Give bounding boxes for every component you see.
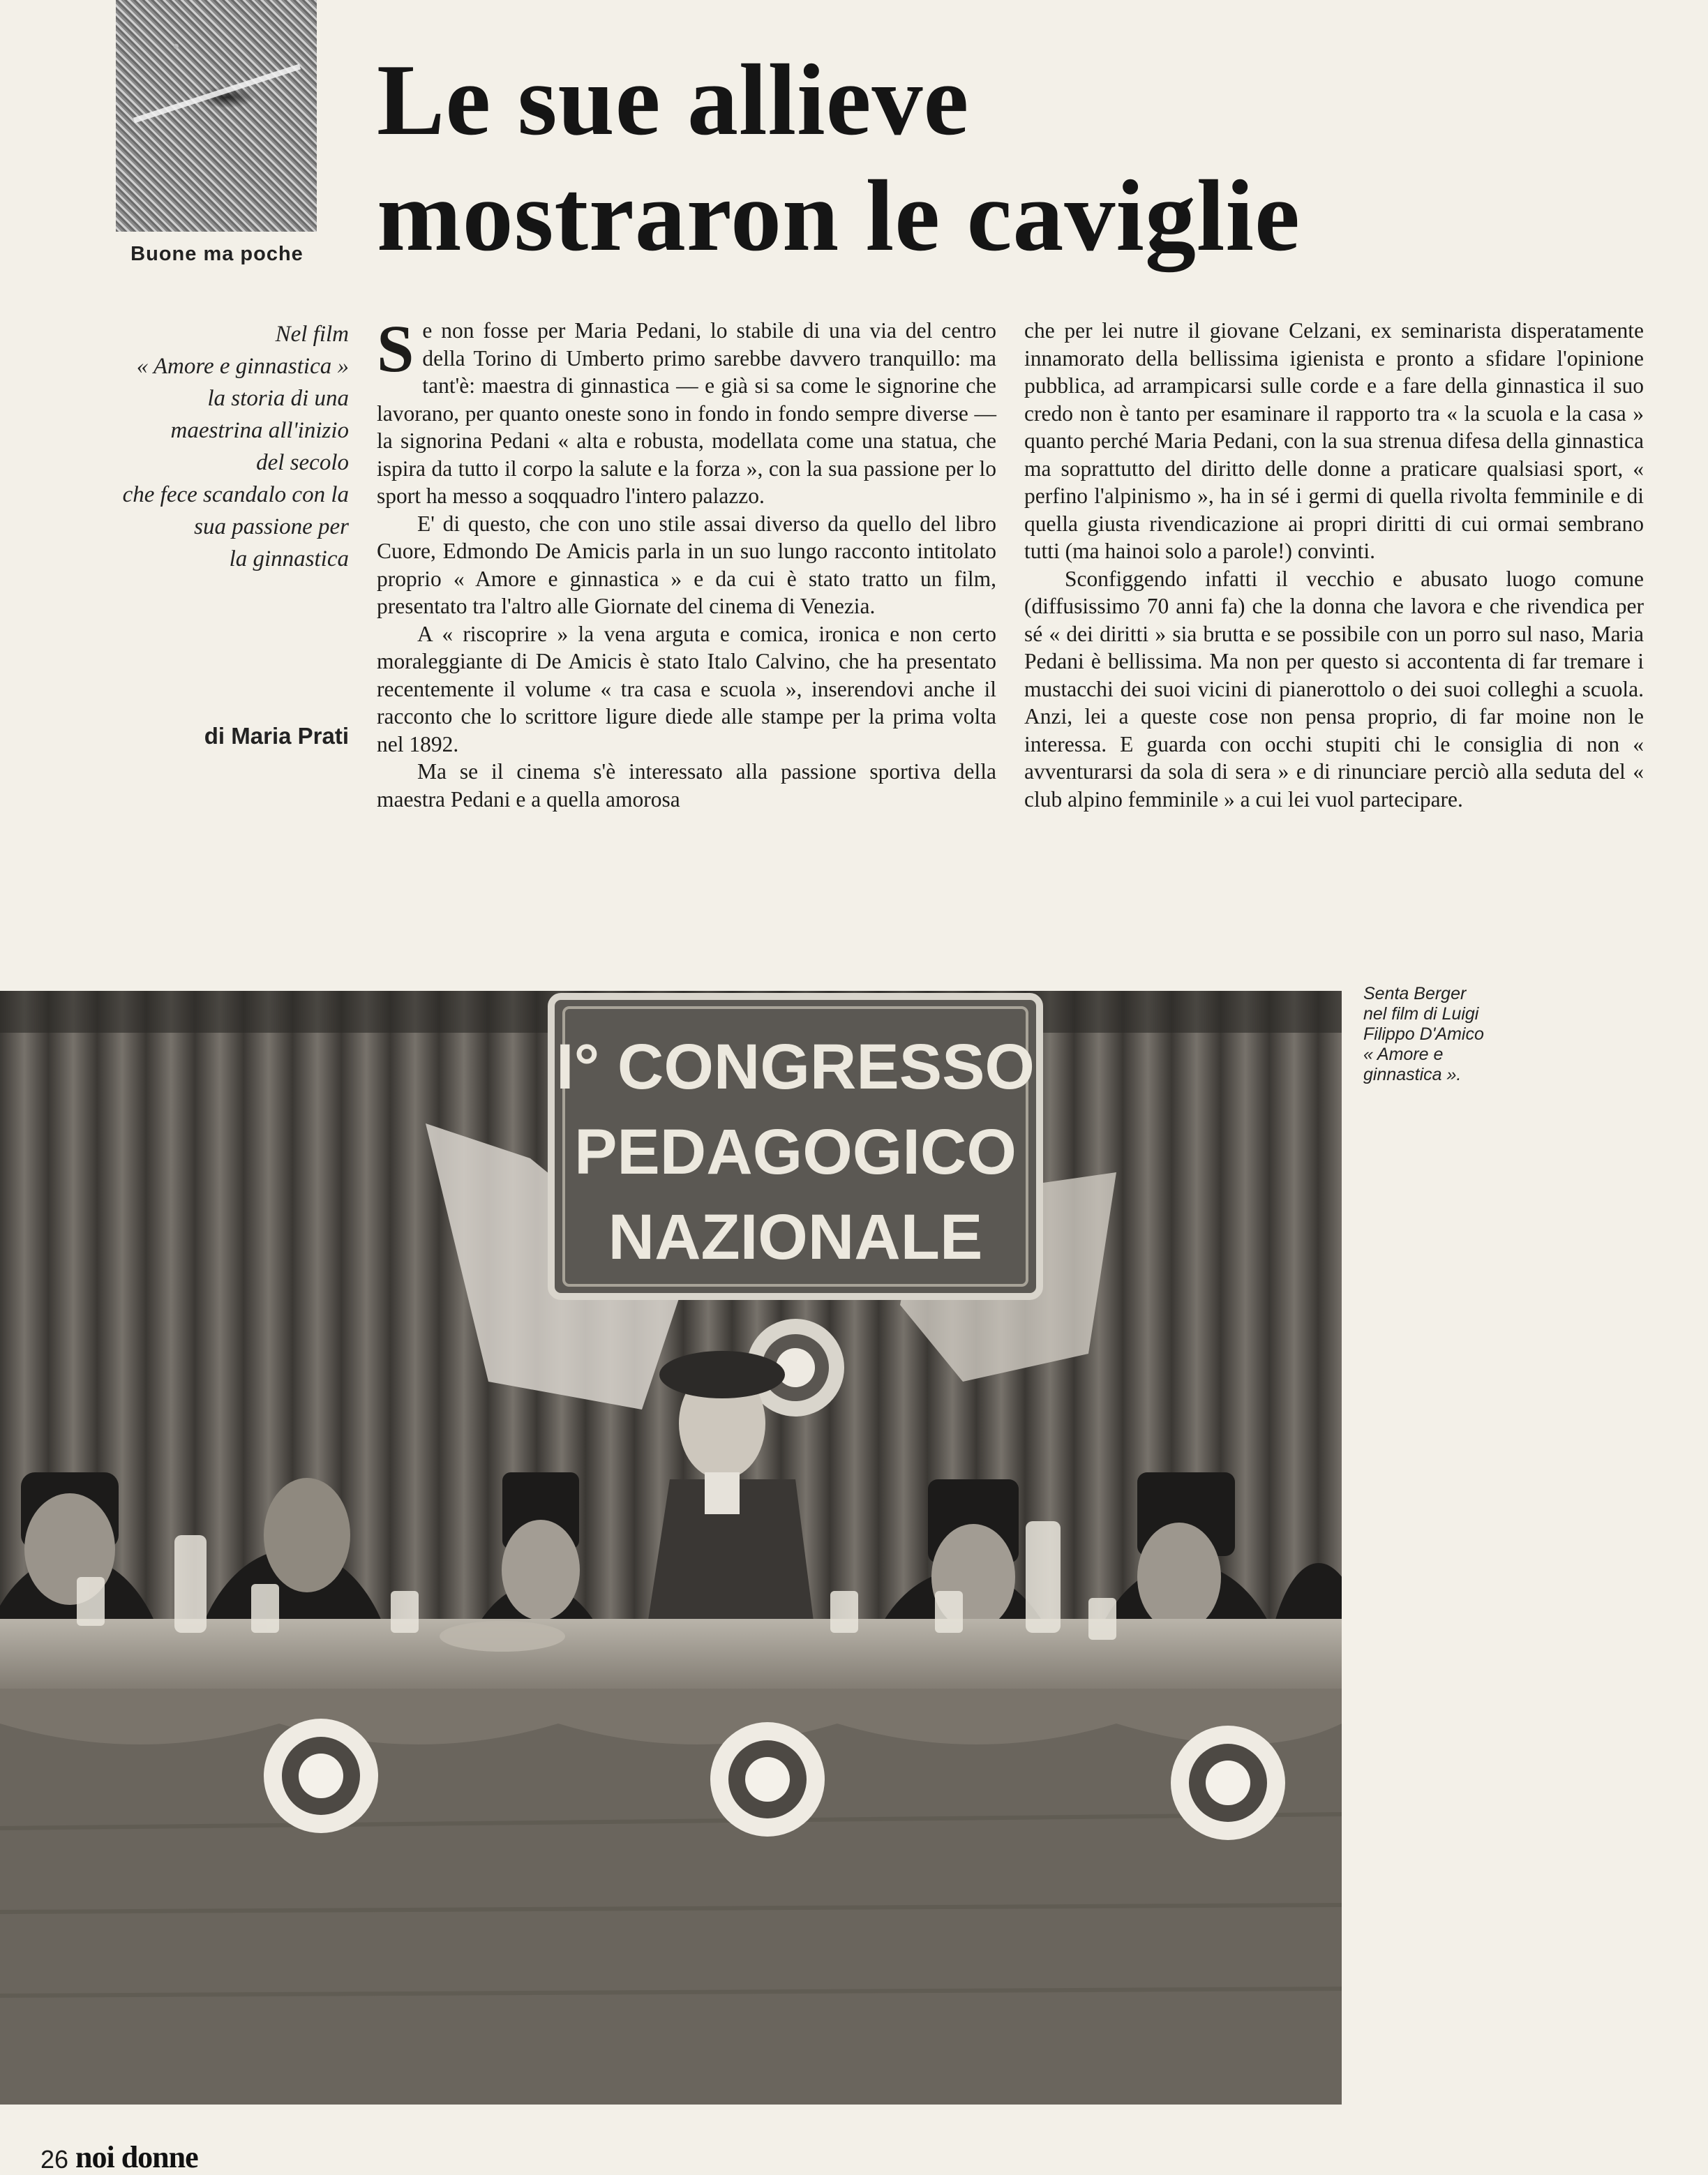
page-number: 26	[40, 2145, 69, 2174]
byline: di Maria Prati	[204, 723, 349, 749]
magazine-name: noi donne	[75, 2140, 198, 2174]
paragraph-text: e non fosse per Maria Pedani, lo stabile di una via del centro della Torino di Umberto primo sarebbe davvero tranquillo: ma tant'è: maestra di ginnastica — e già si sa come le signorine che lavorano, per quanto oneste sono in fondo in fondo sempre diverse — la signorina Pedani « alta e robusta, modellata come una statua, che ispira da tutto il corpo la salute e la forza », con la sua passione per lo sport ha messo a soqquadro l'intero palazzo.	[377, 318, 996, 508]
photo-caption-line: « Amore e	[1363, 1045, 1444, 1064]
body-column-2	[1024, 317, 1644, 813]
standfirst-line: la storia di una	[207, 386, 349, 411]
thumbnail-photo	[116, 0, 317, 232]
drop-cap: S	[377, 311, 414, 386]
banner-line-3: NAZIONALE	[608, 1202, 983, 1273]
body-column-1	[377, 311, 996, 813]
photo-caption-line: ginnastica ».	[1363, 1065, 1462, 1084]
standfirst-line: « Amore e ginnastica »	[136, 354, 349, 379]
photo-caption	[1363, 984, 1545, 1085]
banner-line-1: I° CONGRESSO	[555, 1031, 1035, 1103]
photo-caption-line: nel film di Luigi	[1363, 1004, 1479, 1024]
paragraph: E' di questo, che con uno stile assai diverso da quello del libro Cuore, Edmondo De Amicis parla in un suo lungo racconto intitolato proprio « Amore e ginnastica » e da cui è stato tratto un film, presentato tra l'altro alle Giornate del cinema di Venezia.	[377, 511, 996, 618]
congress-scene-illustration	[0, 991, 1342, 2105]
paragraph	[377, 311, 996, 510]
headline	[377, 42, 1675, 274]
standfirst-line: maestrina all'inizio	[170, 418, 349, 443]
paragraph: Sconfiggendo infatti il vecchio e abusato luogo comune (diffusissimo 70 anni fa) che la donna che lavora e che rivendica per sé « dei diritti » sia brutta e se possibile con un porro sul naso, Maria Pedani è bellissima. Ma non per questo si accontenta di far tremare i mustacchi dei suoi vicini di pianerottolo o dei suoi colleghi a scuola. Anzi, lei a queste cose non pensa proprio, di far moine non le interessa. E guarda con occhi stupiti chi le consiglia di non « avventurarsi da sola di sera » e di rinunciare perciò alla seduta del « club alpino femminile » a cui lei vuol partecipare.	[1024, 566, 1644, 812]
standfirst-line: Nel film	[275, 322, 349, 347]
headline-line-2: mostraron le caviglie	[377, 159, 1301, 272]
paragraph: che per lei nutre il giovane Celzani, ex seminarista disperatamente innamorato della bellissima igienista e pronto a sfidare l'opinione pubblica, ad arrampicarsi sulle corde e a fare della ginnastica il suo credo non è tanto per esaminare il rapporto tra « la scuola e la casa » quanto perché Maria Pedani, con la sua strenua difesa della ginnastica ma soprattutto del diritto delle donne a praticare qualsiasi sport, « perfino l'alpinismo », ha in sé i germi di quella rivolta femminile e di quella giusta rivendicazione ai propri diritti di cui ormai sembrano tutti (ma hainoi solo a parole!) convinti.	[1024, 318, 1644, 563]
standfirst-line: la ginnastica	[229, 546, 349, 571]
photo-caption-line: Senta Berger	[1363, 984, 1467, 1003]
standfirst-line: sua passione per	[194, 514, 349, 539]
high-jump-bar	[133, 64, 301, 124]
paragraph: Ma se il cinema s'è interessato alla passione sportiva della maestra Pedani e a quella amorosa	[377, 759, 996, 812]
photo-caption-line: Filippo D'Amico	[1363, 1024, 1484, 1044]
main-photo	[0, 991, 1342, 2105]
thumbnail-caption: Buone ma poche	[130, 243, 304, 265]
standfirst	[42, 318, 349, 575]
banner-line-2: PEDAGOGICO	[574, 1116, 1017, 1188]
standfirst-line: che fece scandalo con la	[122, 482, 349, 507]
headline-line-1: Le sue allieve	[377, 43, 970, 156]
standfirst-line: del secolo	[256, 450, 349, 475]
paragraph: A « riscoprire » la vena arguta e comica, ironica e non certo moraleggiante di De Amicis è stato Italo Calvino, che ha presentato recentemente il volume « tra casa e scuola », inserendovi anche il racconto che lo scrittore ligure diede alle stampe per la prima volta nel 1892.	[377, 621, 996, 756]
